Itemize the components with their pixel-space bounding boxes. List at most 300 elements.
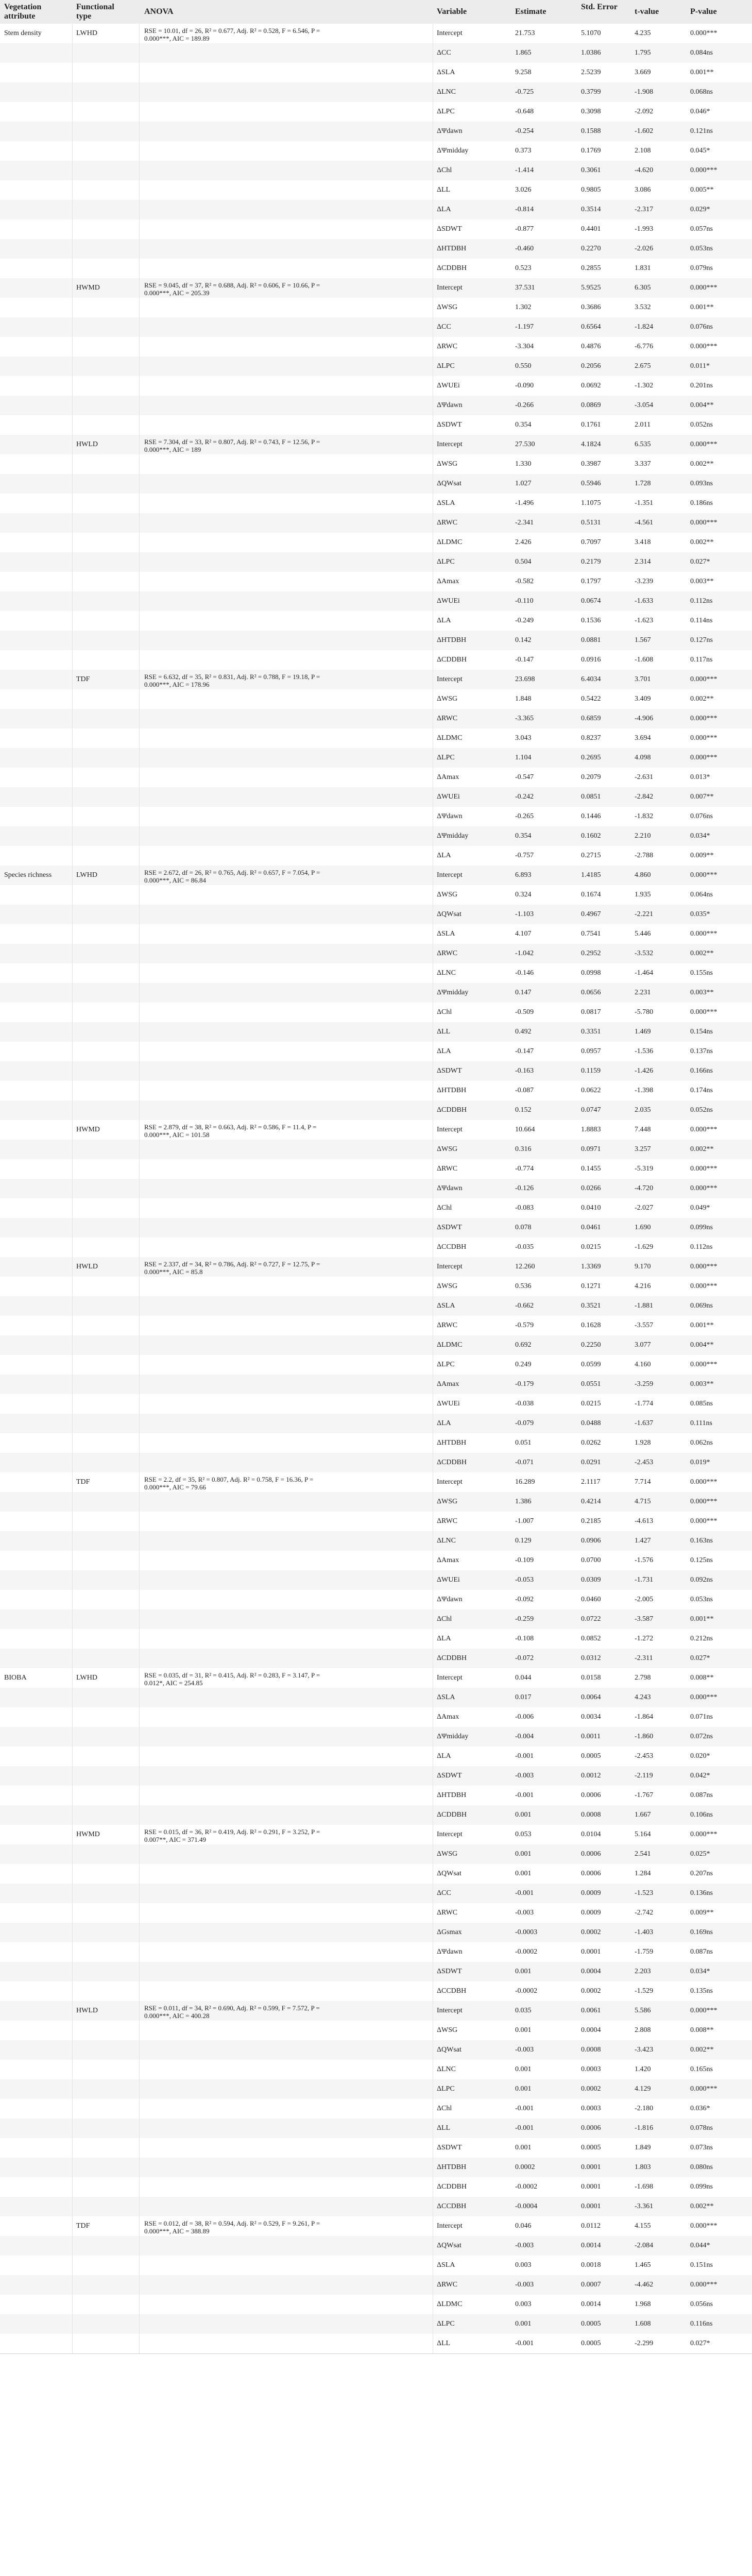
std-error-cell: 0.0215 bbox=[581, 1400, 601, 1408]
std-error-cell: 0.0599 bbox=[581, 1361, 601, 1368]
table-row bbox=[0, 1335, 752, 1355]
p-value-cell: 0.085ns bbox=[690, 1400, 713, 1408]
std-error-cell: 0.0006 bbox=[581, 1791, 601, 1799]
variable-cell: ΔRWC bbox=[437, 715, 458, 722]
t-value-cell: -1.576 bbox=[635, 1556, 654, 1564]
p-value-cell: 0.135ns bbox=[690, 1987, 713, 1995]
std-error-cell: 0.1674 bbox=[581, 891, 601, 899]
t-value-cell: 5.164 bbox=[635, 1831, 651, 1838]
functional-type-label: LWHD bbox=[76, 1674, 97, 1682]
p-value-cell: 0.027* bbox=[690, 1654, 710, 1662]
estimate-cell: 1.386 bbox=[515, 1498, 532, 1505]
p-value-cell: 0.076ns bbox=[690, 812, 713, 820]
table-row bbox=[0, 1981, 752, 2001]
p-value-cell: 0.002** bbox=[690, 1145, 714, 1153]
estimate-cell: 37.531 bbox=[515, 284, 535, 292]
t-value-cell: -1.272 bbox=[635, 1635, 654, 1642]
p-value-cell: 0.001** bbox=[690, 1615, 714, 1623]
table-row bbox=[0, 1629, 752, 1649]
std-error-cell: 0.0008 bbox=[581, 1811, 601, 1819]
estimate-cell: 21.753 bbox=[515, 29, 535, 37]
table-row bbox=[0, 1786, 752, 1805]
std-error-cell: 0.0869 bbox=[581, 401, 601, 409]
t-value-cell: 2.035 bbox=[635, 1106, 651, 1114]
anova-summary: RSE = 2.337, df = 34, R² = 0.786, Adj. R² = 0.727, F = 12.75, P = 0.000***, AIC = 85.8 bbox=[144, 1260, 320, 1276]
t-value-cell: -1.536 bbox=[635, 1047, 654, 1055]
p-value-cell: 0.004** bbox=[690, 401, 714, 409]
table-row bbox=[0, 43, 752, 63]
std-error-cell: 0.3351 bbox=[581, 1028, 601, 1036]
t-value-cell: 3.409 bbox=[635, 695, 651, 703]
t-value-cell: 4.129 bbox=[635, 2085, 651, 2093]
t-value-cell: 1.728 bbox=[635, 480, 651, 487]
t-value-cell: 1.795 bbox=[635, 49, 651, 57]
estimate-cell: -0.092 bbox=[515, 1596, 534, 1603]
std-error-cell: 0.0957 bbox=[581, 1047, 601, 1055]
estimate-cell: 0.692 bbox=[515, 1341, 532, 1349]
variable-cell: ΔHTDBH bbox=[437, 636, 467, 644]
table-row bbox=[0, 24, 752, 43]
std-error-cell: 0.0061 bbox=[581, 2007, 601, 2014]
t-value-cell: -4.620 bbox=[635, 166, 654, 174]
variable-cell: ΔLPC bbox=[437, 754, 455, 761]
std-error-cell: 0.0014 bbox=[581, 2242, 601, 2249]
variable-cell: ΔΨdawn bbox=[437, 401, 463, 409]
estimate-cell: 0.001 bbox=[515, 1850, 532, 1858]
table-row bbox=[0, 474, 752, 494]
std-error-cell: 0.2695 bbox=[581, 754, 601, 761]
variable-cell: ΔWSG bbox=[437, 1145, 458, 1153]
estimate-cell: 0.017 bbox=[515, 1693, 532, 1701]
table-row bbox=[0, 1003, 752, 1022]
table-row bbox=[0, 396, 752, 415]
header-variable: Variable bbox=[437, 7, 467, 16]
variable-cell: ΔQWsat bbox=[437, 910, 462, 918]
estimate-cell: 0.035 bbox=[515, 2007, 532, 2014]
table-row bbox=[0, 1257, 752, 1277]
table-row bbox=[0, 1590, 752, 1609]
p-value-cell: 0.044* bbox=[690, 2242, 710, 2249]
t-value-cell: -3.054 bbox=[635, 401, 654, 409]
estimate-cell: -0.109 bbox=[515, 1556, 534, 1564]
p-value-cell: 0.013* bbox=[690, 773, 710, 781]
variable-cell: ΔAmax bbox=[437, 578, 459, 585]
estimate-cell: -0.087 bbox=[515, 1087, 534, 1094]
variable-cell: ΔWUEi bbox=[437, 1400, 460, 1408]
table-row bbox=[0, 1120, 752, 1140]
std-error-cell: 0.0262 bbox=[581, 1439, 601, 1447]
std-error-cell: 0.1628 bbox=[581, 1321, 601, 1329]
t-value-cell: 1.284 bbox=[635, 1870, 651, 1877]
table-row bbox=[0, 1649, 752, 1668]
estimate-cell: 0.044 bbox=[515, 1674, 532, 1682]
estimate-cell: -0.265 bbox=[515, 812, 534, 820]
t-value-cell: 2.314 bbox=[635, 558, 651, 566]
std-error-cell: 0.0266 bbox=[581, 1184, 601, 1192]
variable-cell: Intercept bbox=[437, 1126, 463, 1133]
t-value-cell: 2.203 bbox=[635, 1968, 651, 1975]
variable-cell: Intercept bbox=[437, 284, 463, 292]
t-value-cell: 3.418 bbox=[635, 538, 651, 546]
variable-cell: ΔLPC bbox=[437, 2320, 455, 2328]
std-error-cell: 0.0291 bbox=[581, 1459, 601, 1466]
estimate-cell: -0.072 bbox=[515, 1654, 534, 1662]
variable-cell: ΔRWC bbox=[437, 343, 458, 350]
table-row bbox=[0, 2138, 752, 2158]
std-error-cell: 0.3799 bbox=[581, 88, 601, 96]
std-error-cell: 0.0971 bbox=[581, 1145, 601, 1153]
variable-cell: ΔLNC bbox=[437, 2065, 456, 2073]
variable-cell: ΔSDWT bbox=[437, 225, 462, 233]
p-value-cell: 0.000*** bbox=[690, 1008, 717, 1016]
table-row bbox=[0, 1551, 752, 1570]
t-value-cell: 5.446 bbox=[635, 930, 651, 938]
std-error-cell: 0.0460 bbox=[581, 1596, 601, 1603]
estimate-cell: -0.001 bbox=[515, 2105, 534, 2112]
t-value-cell: 2.675 bbox=[635, 362, 651, 370]
t-value-cell: -1.464 bbox=[635, 969, 654, 977]
t-value-cell: 2.210 bbox=[635, 832, 651, 840]
p-value-cell: 0.125ns bbox=[690, 1556, 713, 1564]
table-row bbox=[0, 631, 752, 650]
std-error-cell: 0.0014 bbox=[581, 2300, 601, 2308]
p-value-cell: 0.000*** bbox=[690, 2085, 717, 2093]
table-row bbox=[0, 2236, 752, 2256]
variable-cell: ΔCCDBH bbox=[437, 2202, 467, 2210]
estimate-cell: -0.0002 bbox=[515, 2183, 538, 2191]
p-value-cell: 0.062ns bbox=[690, 1439, 713, 1447]
variable-cell: ΔRWC bbox=[437, 1909, 458, 1917]
std-error-cell: 0.0005 bbox=[581, 2144, 601, 2151]
table-row bbox=[0, 1570, 752, 1590]
variable-cell: ΔChl bbox=[437, 166, 452, 174]
p-value-cell: 0.034* bbox=[690, 1968, 710, 1975]
anova-summary: RSE = 0.012, df = 38, R² = 0.594, Adj. R² = 0.529, F = 9.261, P = 0.000***, AIC = 388.89 bbox=[144, 2219, 320, 2235]
p-value-cell: 0.042* bbox=[690, 1772, 710, 1780]
p-value-cell: 0.116ns bbox=[690, 2320, 713, 2328]
std-error-cell: 0.5946 bbox=[581, 480, 601, 487]
t-value-cell: -1.633 bbox=[635, 597, 654, 605]
std-error-cell: 0.1797 bbox=[581, 578, 601, 585]
t-value-cell: -1.623 bbox=[635, 617, 654, 624]
variable-cell: ΔRWC bbox=[437, 519, 458, 527]
std-error-cell: 0.6859 bbox=[581, 715, 601, 722]
t-value-cell: 3.257 bbox=[635, 1145, 651, 1153]
t-value-cell: -1.824 bbox=[635, 323, 654, 331]
variable-cell: ΔRWC bbox=[437, 1321, 458, 1329]
std-error-cell: 5.9525 bbox=[581, 284, 601, 292]
t-value-cell: 4.160 bbox=[635, 1361, 651, 1368]
table-row bbox=[0, 983, 752, 1003]
t-value-cell: 1.469 bbox=[635, 1028, 651, 1036]
t-value-cell: -1.759 bbox=[635, 1948, 654, 1956]
std-error-cell: 0.0001 bbox=[581, 2183, 601, 2191]
t-value-cell: 2.798 bbox=[635, 1674, 651, 1682]
estimate-cell: -0.648 bbox=[515, 108, 534, 115]
std-error-cell: 0.0309 bbox=[581, 1576, 601, 1584]
table-row bbox=[0, 1903, 752, 1923]
t-value-cell: 7.448 bbox=[635, 1126, 651, 1133]
std-error-cell: 0.0018 bbox=[581, 2261, 601, 2269]
estimate-cell: -0.079 bbox=[515, 1419, 534, 1427]
table-row bbox=[0, 1766, 752, 1786]
p-value-cell: 0.008** bbox=[690, 1674, 714, 1682]
p-value-cell: 0.000*** bbox=[690, 519, 717, 527]
variable-cell: ΔΨdawn bbox=[437, 1948, 463, 1956]
table-row bbox=[0, 1923, 752, 1942]
std-error-cell: 0.3686 bbox=[581, 303, 601, 311]
std-error-cell: 0.0722 bbox=[581, 1615, 601, 1623]
std-error-cell: 0.0006 bbox=[581, 2124, 601, 2132]
estimate-cell: 0.316 bbox=[515, 1145, 532, 1153]
p-value-cell: 0.045* bbox=[690, 147, 710, 155]
table-row bbox=[0, 82, 752, 102]
t-value-cell: 1.849 bbox=[635, 2144, 651, 2151]
variable-cell: ΔSLA bbox=[437, 69, 455, 76]
estimate-cell: -0.001 bbox=[515, 1752, 534, 1760]
estimate-cell: 0.078 bbox=[515, 1224, 532, 1231]
p-value-cell: 0.137ns bbox=[690, 1047, 713, 1055]
table-row bbox=[0, 102, 752, 122]
p-value-cell: 0.049* bbox=[690, 1204, 710, 1212]
header-p-value: P-value bbox=[690, 7, 717, 16]
p-value-cell: 0.155ns bbox=[690, 969, 713, 977]
std-error-cell: 0.0001 bbox=[581, 2163, 601, 2171]
table-row bbox=[0, 787, 752, 807]
std-error-cell: 0.1455 bbox=[581, 1165, 601, 1173]
p-value-cell: 0.027* bbox=[690, 2340, 710, 2347]
table-row bbox=[0, 1609, 752, 1629]
variable-cell: ΔAmax bbox=[437, 1556, 459, 1564]
variable-cell: ΔCC bbox=[437, 1889, 451, 1897]
p-value-cell: 0.036* bbox=[690, 2105, 710, 2112]
variable-cell: ΔSLA bbox=[437, 930, 455, 938]
std-error-cell: 0.0692 bbox=[581, 382, 601, 389]
estimate-cell: 0.046 bbox=[515, 2222, 532, 2230]
std-error-cell: 0.0312 bbox=[581, 1654, 601, 1662]
std-error-cell: 0.0104 bbox=[581, 1831, 601, 1838]
variable-cell: ΔWSG bbox=[437, 1498, 458, 1505]
table-row bbox=[0, 2021, 752, 2040]
t-value-cell: 1.803 bbox=[635, 2163, 651, 2171]
table-row bbox=[0, 866, 752, 885]
std-error-cell: 0.3061 bbox=[581, 166, 601, 174]
variable-cell: ΔLA bbox=[437, 206, 451, 213]
estimate-cell: -0.249 bbox=[515, 617, 534, 624]
variable-cell: ΔLL bbox=[437, 186, 451, 194]
table-row bbox=[0, 1433, 752, 1453]
variable-cell: ΔWUEi bbox=[437, 1576, 460, 1584]
t-value-cell: -4.720 bbox=[635, 1184, 654, 1192]
estimate-cell: -1.103 bbox=[515, 910, 534, 918]
variable-cell: Intercept bbox=[437, 1478, 463, 1486]
std-error-cell: 0.0064 bbox=[581, 1693, 601, 1701]
p-value-cell: 0.117ns bbox=[690, 656, 713, 664]
table-row bbox=[0, 1727, 752, 1747]
std-error-cell: 0.5131 bbox=[581, 519, 601, 527]
t-value-cell: 4.243 bbox=[635, 1693, 651, 1701]
estimate-cell: 0.142 bbox=[515, 636, 532, 644]
estimate-cell: -0.662 bbox=[515, 1302, 534, 1310]
estimate-cell: -3.304 bbox=[515, 343, 534, 350]
p-value-cell: 0.001** bbox=[690, 303, 714, 311]
table-row bbox=[0, 807, 752, 826]
estimate-cell: 16.289 bbox=[515, 1478, 535, 1486]
estimate-cell: -0.003 bbox=[515, 1772, 534, 1780]
std-error-cell: 0.0998 bbox=[581, 969, 601, 977]
p-value-cell: 0.029* bbox=[690, 206, 710, 213]
std-error-cell: 0.3521 bbox=[581, 1302, 601, 1310]
p-value-cell: 0.000*** bbox=[690, 1517, 717, 1525]
std-error-cell: 0.4876 bbox=[581, 343, 601, 350]
t-value-cell: -1.774 bbox=[635, 1400, 654, 1408]
variable-cell: Intercept bbox=[437, 1831, 463, 1838]
functional-type-label: HWLD bbox=[76, 1263, 98, 1270]
variable-cell: ΔΨmidday bbox=[437, 147, 469, 155]
variable-cell: ΔSDWT bbox=[437, 1067, 462, 1075]
p-value-cell: 0.169ns bbox=[690, 1928, 713, 1936]
functional-type-label: TDF bbox=[76, 675, 90, 683]
variable-cell: ΔLL bbox=[437, 2124, 451, 2132]
variable-cell: Intercept bbox=[437, 1263, 463, 1270]
std-error-cell: 0.1588 bbox=[581, 127, 601, 135]
estimate-cell: -0.460 bbox=[515, 245, 534, 252]
column-divider bbox=[139, 24, 140, 2353]
variable-cell: ΔSDWT bbox=[437, 1968, 462, 1975]
std-error-cell: 0.2179 bbox=[581, 558, 601, 566]
t-value-cell: 3.669 bbox=[635, 69, 651, 76]
t-value-cell: -2.027 bbox=[635, 1204, 654, 1212]
p-value-cell: 0.136ns bbox=[690, 1889, 713, 1897]
p-value-cell: 0.212ns bbox=[690, 1635, 713, 1642]
table-row bbox=[0, 846, 752, 866]
variable-cell: ΔRWC bbox=[437, 950, 458, 957]
variable-cell: ΔCDDBH bbox=[437, 1811, 467, 1819]
variable-cell: ΔSDWT bbox=[437, 421, 462, 429]
p-value-cell: 0.000*** bbox=[690, 440, 717, 448]
table-row bbox=[0, 454, 752, 474]
estimate-cell: 0.003 bbox=[515, 2261, 532, 2269]
estimate-cell: -0.147 bbox=[515, 1047, 534, 1055]
std-error-cell: 0.2715 bbox=[581, 852, 601, 859]
std-error-cell: 0.2056 bbox=[581, 362, 601, 370]
t-value-cell: 4.216 bbox=[635, 1282, 651, 1290]
std-error-cell: 0.1271 bbox=[581, 1282, 601, 1290]
estimate-cell: 0.001 bbox=[515, 2085, 532, 2093]
functional-type-label: LWHD bbox=[76, 29, 97, 37]
std-error-cell: 0.0158 bbox=[581, 1674, 601, 1682]
table-row bbox=[0, 141, 752, 161]
t-value-cell: -3.239 bbox=[635, 578, 654, 585]
header-anova: ANOVA bbox=[144, 7, 174, 16]
std-error-cell: 0.0009 bbox=[581, 1909, 601, 1917]
t-value-cell: -1.403 bbox=[635, 1928, 654, 1936]
estimate-cell: -0.038 bbox=[515, 1400, 534, 1408]
variable-cell: ΔLDMC bbox=[437, 734, 463, 742]
p-value-cell: 0.000*** bbox=[690, 1831, 717, 1838]
t-value-cell: -1.698 bbox=[635, 2183, 654, 2191]
table-row bbox=[0, 1140, 752, 1159]
p-value-cell: 0.005** bbox=[690, 186, 714, 194]
t-value-cell: 2.011 bbox=[635, 421, 651, 429]
p-value-cell: 0.019* bbox=[690, 1459, 710, 1466]
estimate-cell: -0.006 bbox=[515, 1713, 534, 1721]
column-divider bbox=[72, 24, 73, 2353]
table-row bbox=[0, 1864, 752, 1884]
table-row bbox=[0, 2060, 752, 2079]
variable-cell: ΔCCDBH bbox=[437, 1243, 467, 1251]
table-row bbox=[0, 1042, 752, 1061]
functional-type-label: HWLD bbox=[76, 2007, 98, 2014]
variable-cell: ΔLPC bbox=[437, 2085, 455, 2093]
p-value-cell: 0.002** bbox=[690, 2046, 714, 2054]
estimate-cell: 12.260 bbox=[515, 1263, 535, 1270]
estimate-cell: -0.071 bbox=[515, 1459, 534, 1466]
estimate-cell: 27.530 bbox=[515, 440, 535, 448]
p-value-cell: 0.002** bbox=[690, 460, 714, 468]
t-value-cell: -3.423 bbox=[635, 2046, 654, 2054]
anova-summary: RSE = 2.672, df = 26, R² = 0.765, Adj. R² = 0.657, F = 7.054, P = 0.000***, AIC = 86.84 bbox=[144, 869, 320, 884]
std-error-cell: 0.0851 bbox=[581, 793, 601, 801]
t-value-cell: 4.235 bbox=[635, 29, 651, 37]
table-row bbox=[0, 1805, 752, 1825]
t-value-cell: -3.587 bbox=[635, 1615, 654, 1623]
variable-cell: ΔGsmax bbox=[437, 1928, 462, 1936]
p-value-cell: 0.003** bbox=[690, 989, 714, 996]
variable-cell: ΔHTDBH bbox=[437, 1439, 467, 1447]
p-value-cell: 0.000*** bbox=[690, 1263, 717, 1270]
t-value-cell: -1.731 bbox=[635, 1576, 654, 1584]
t-value-cell: -2.842 bbox=[635, 793, 654, 801]
variable-cell: ΔSLA bbox=[437, 1302, 455, 1310]
p-value-cell: 0.087ns bbox=[690, 1948, 713, 1956]
std-error-cell: 0.2185 bbox=[581, 1517, 601, 1525]
variable-cell: ΔWUEi bbox=[437, 793, 460, 801]
table-row bbox=[0, 1531, 752, 1551]
variable-cell: ΔLL bbox=[437, 2340, 451, 2347]
anova-summary: RSE = 9.045, df = 37, R² = 0.688, Adj. R² = 0.606, F = 10.66, P = 0.000***, AIC = 205.39 bbox=[144, 281, 320, 297]
anova-summary: RSE = 0.015, df = 36, R² = 0.419, Adj. R² = 0.291, F = 3.252, P = 0.007**, AIC = 371.49 bbox=[144, 1828, 320, 1843]
estimate-cell: 0.354 bbox=[515, 421, 532, 429]
estimate-cell: -0.003 bbox=[515, 2046, 534, 2054]
std-error-cell: 0.0656 bbox=[581, 989, 601, 996]
estimate-cell: 0.001 bbox=[515, 1811, 532, 1819]
p-value-cell: 0.046* bbox=[690, 108, 710, 115]
variable-cell: ΔAmax bbox=[437, 1713, 459, 1721]
estimate-cell: 2.426 bbox=[515, 538, 532, 546]
p-value-cell: 0.000*** bbox=[690, 343, 717, 350]
variable-cell: ΔChl bbox=[437, 1008, 452, 1016]
t-value-cell: -3.532 bbox=[635, 950, 654, 957]
table-row bbox=[0, 219, 752, 239]
estimate-cell: 0.053 bbox=[515, 1831, 532, 1838]
p-value-cell: 0.000*** bbox=[690, 754, 717, 761]
variable-cell: Intercept bbox=[437, 871, 463, 879]
p-value-cell: 0.071ns bbox=[690, 1713, 713, 1721]
variable-cell: ΔQWsat bbox=[437, 2242, 462, 2249]
variable-cell: ΔChl bbox=[437, 2105, 452, 2112]
anova-summary: RSE = 0.011, df = 34, R² = 0.690, Adj. R² = 0.599, F = 7.572, P = 0.000***, AIC = 400.28 bbox=[144, 2004, 320, 2020]
variable-cell: ΔLPC bbox=[437, 558, 455, 566]
table-row bbox=[0, 2216, 752, 2236]
t-value-cell: -1.860 bbox=[635, 1733, 654, 1740]
t-value-cell: -2.453 bbox=[635, 1752, 654, 1760]
estimate-cell: -0.0002 bbox=[515, 1987, 538, 1995]
table-row bbox=[0, 1453, 752, 1472]
t-value-cell: -5.319 bbox=[635, 1165, 654, 1173]
table-row bbox=[0, 591, 752, 611]
p-value-cell: 0.099ns bbox=[690, 1224, 713, 1231]
